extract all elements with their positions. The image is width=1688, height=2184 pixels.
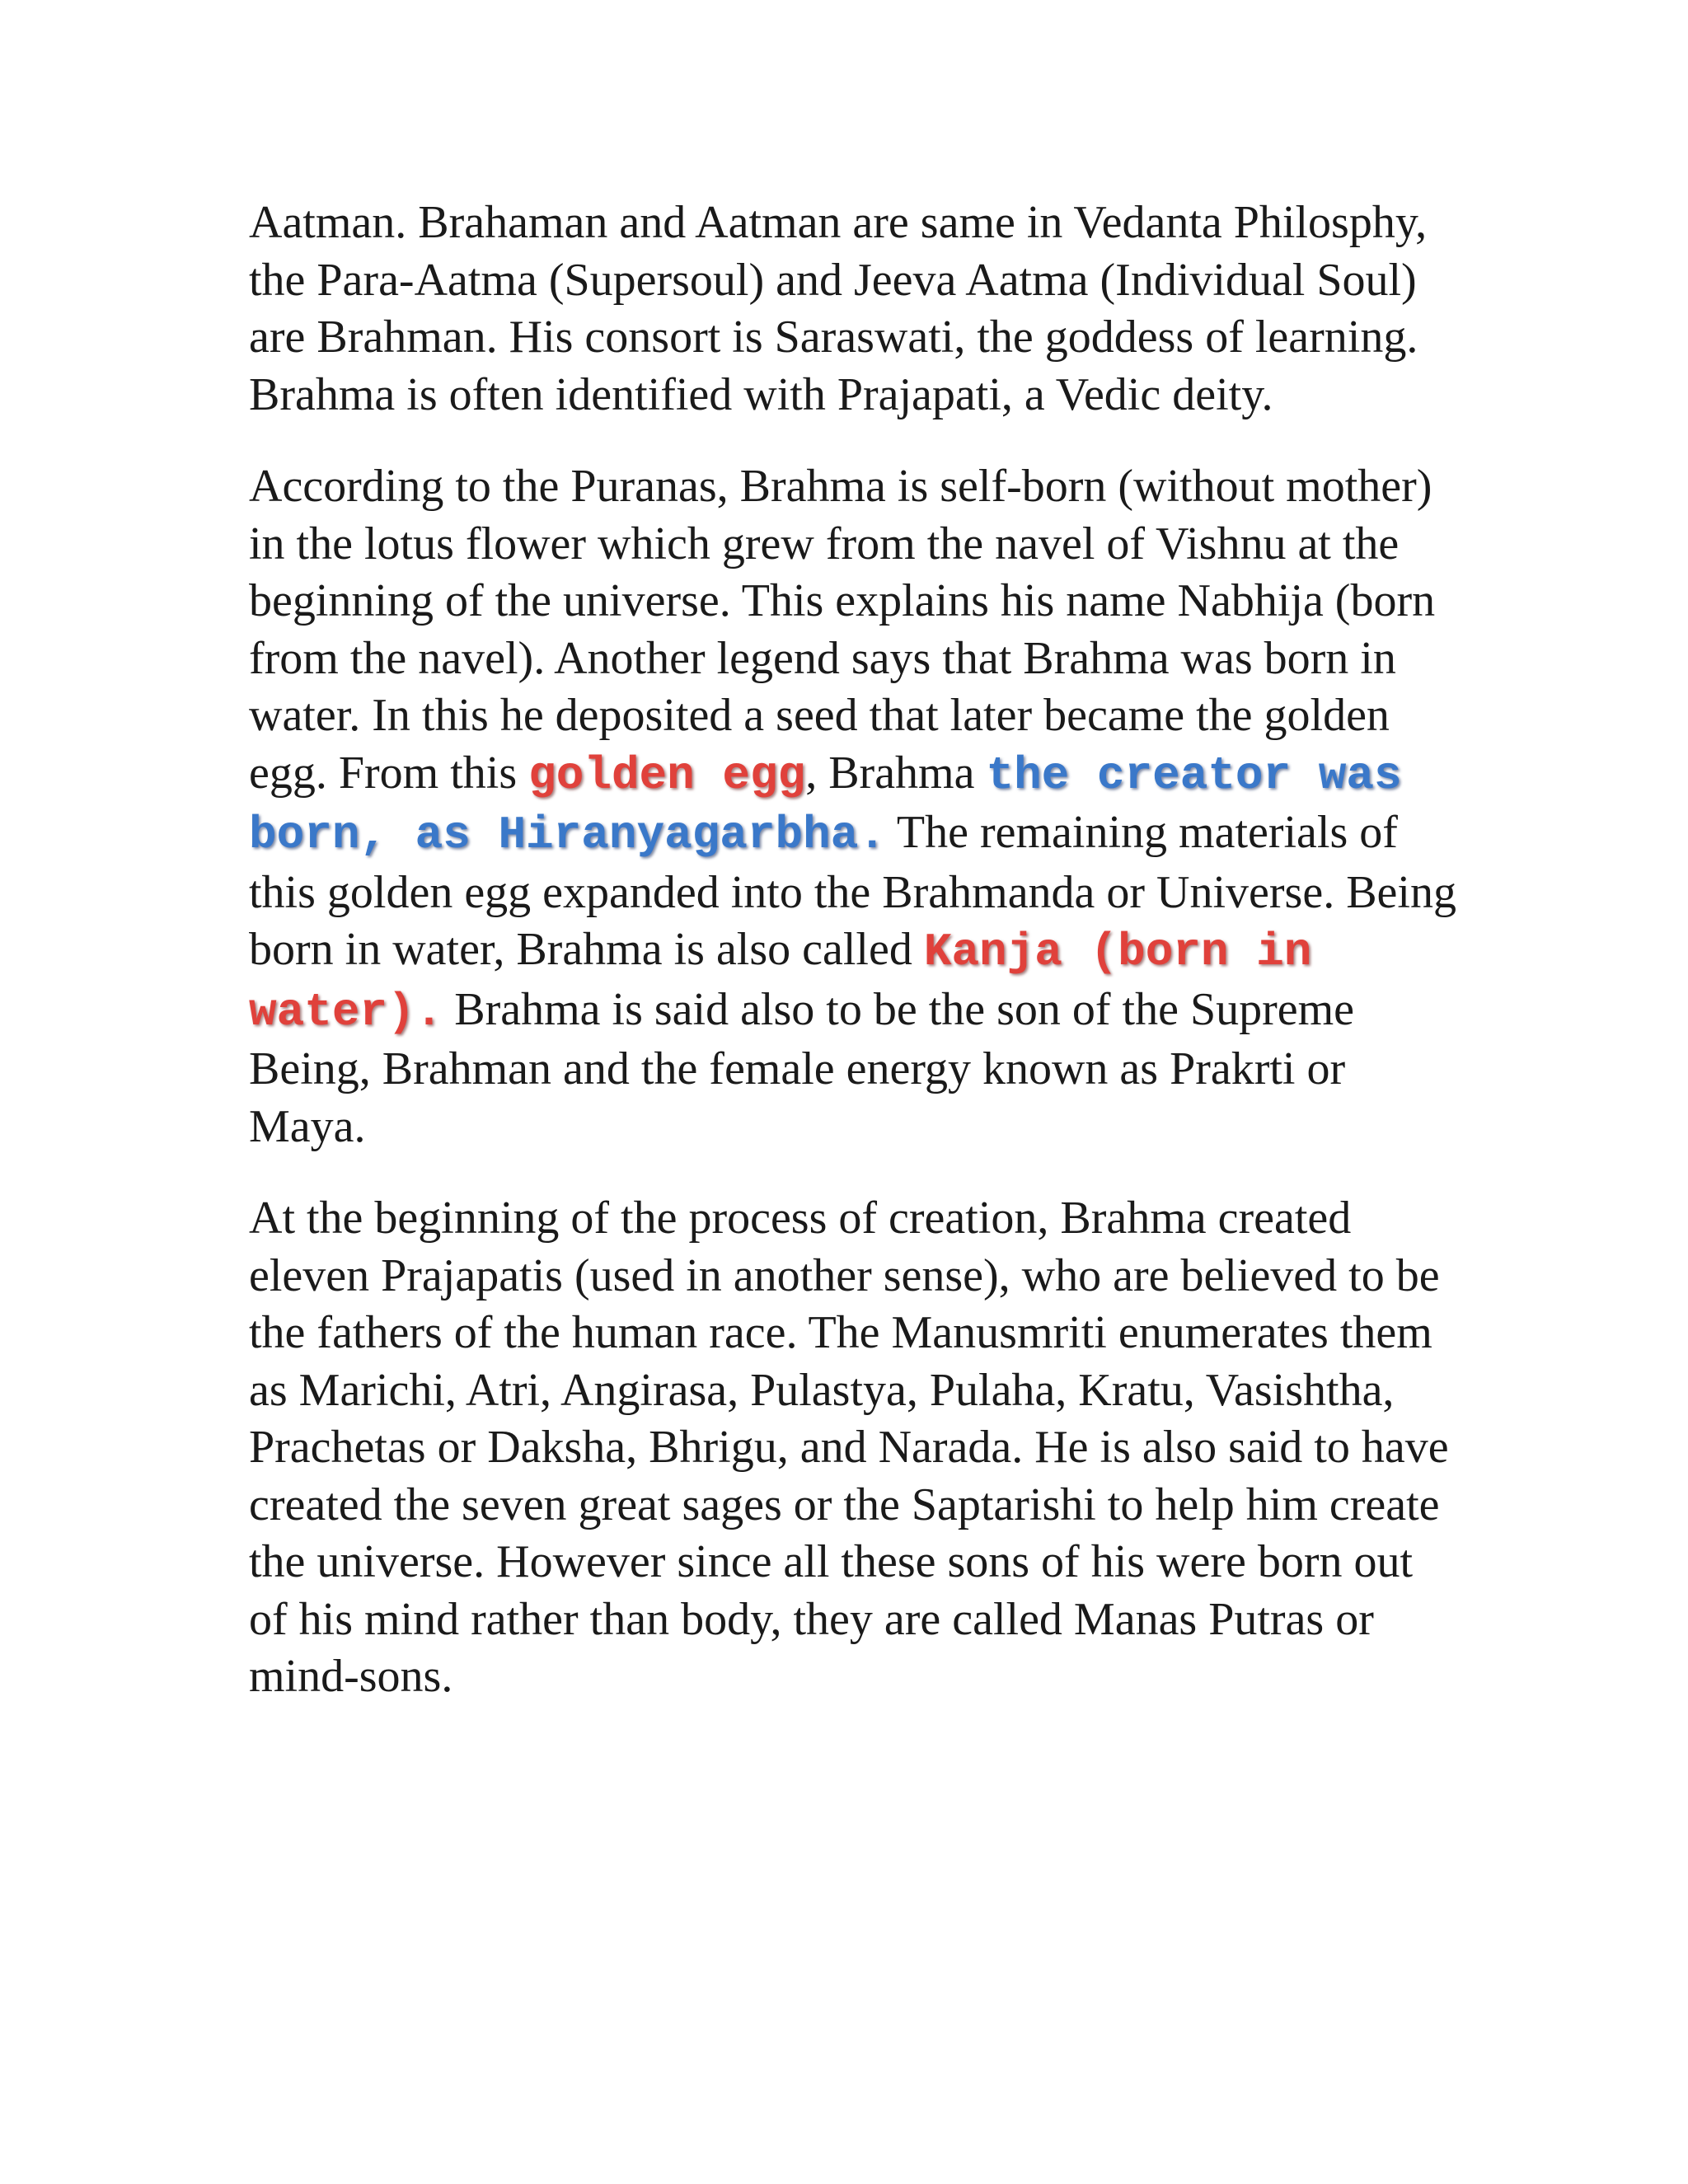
puranas-text-part3: The remaining materials of this golden egg expanded into the Brahmanda or Universe. Being born in water, Brahma is also called — [249, 807, 1456, 975]
puranas-text-part4: Brahma is said also to be the son of the Supreme Being, Brahman and the female energy known as Prakrti or Maya. — [249, 983, 1355, 1152]
document-body — [249, 194, 1461, 1741]
paragraph-aatman-text: Aatman. Brahaman and Aatman are same in Vedanta Philosphy, the Para-Aatma (Supersoul) and Jeeva Aatma (Individual Soul) are Brahman. His consort is Saraswati, the goddess of learning. Brahma is often identified with Prajapati, a Vedic deity. — [249, 197, 1428, 420]
paragraph-creation-text: At the beginning of the process of creation, Brahma created eleven Prajapatis (used in another sense), who are believed to be the fathers of the human race. The Manusmriti enumerates them as Marichi, Atri, Angirasa, Pulastya, Pulaha, Kratu, Vasishtha, Prachetas or Daksha, Bhrigu, and Narada. He is also said to have created the seven great sages or the Saptarishi to help him create the universe. However since all these sons of his were born out of his mind rather than body, they are called Manas Putras or mind-sons. — [249, 1193, 1449, 1702]
puranas-text-part2: , Brahma — [805, 747, 987, 799]
paragraph-aatman — [249, 194, 1461, 424]
highlight-kanja: Kanja (born in water). — [249, 926, 1312, 1038]
paragraph-puranas — [249, 458, 1461, 1155]
highlight-golden-egg: golden egg — [528, 748, 806, 802]
highlight-creator-hiranyagarbha: the creator was born, as Hiranyagarbha. — [249, 748, 1402, 861]
paragraph-creation — [249, 1190, 1461, 1706]
puranas-text-part1: According to the Puranas, Brahma is self-born (without mother) in the lotus flower which grew from the navel of Vishnu at the beginning of the universe. This explains his name Nabhija (born from the navel). Another legend says that Brahma was born in water. In this he deposited a seed that later became the golden egg. From this — [249, 461, 1436, 799]
